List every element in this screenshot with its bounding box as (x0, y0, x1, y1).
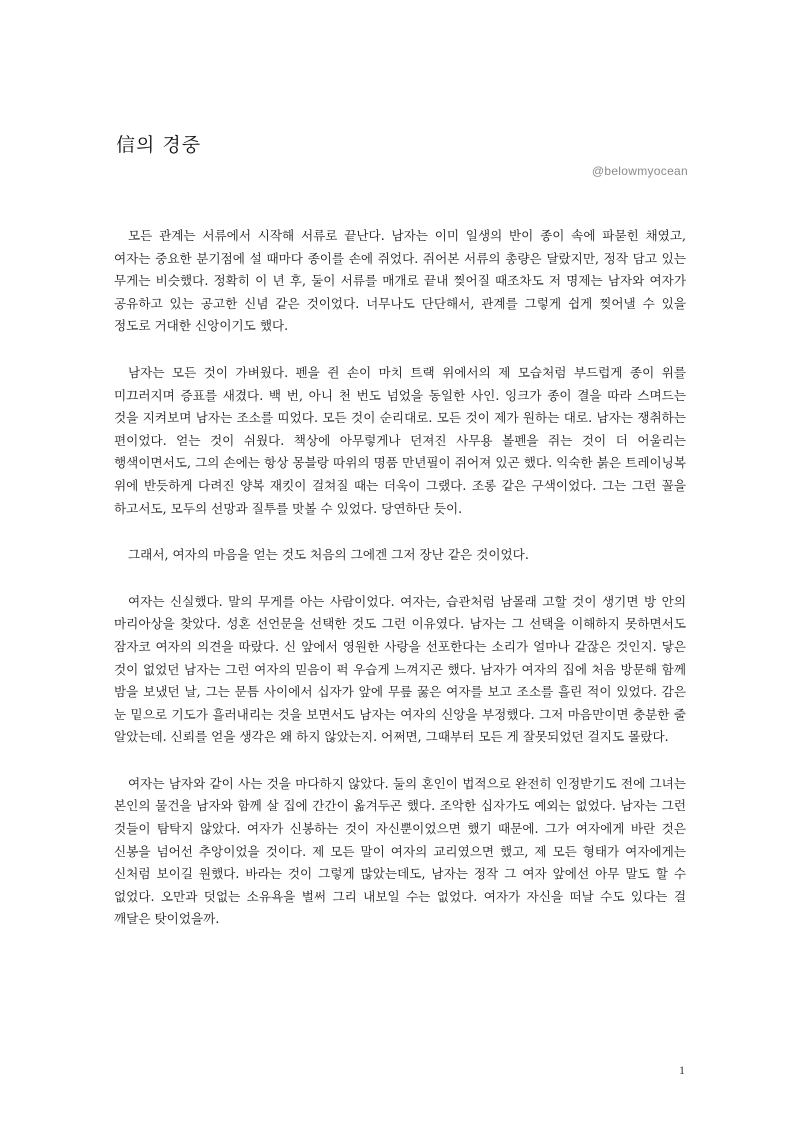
paragraph: 여자는 남자와 같이 사는 것을 마다하지 않았다. 둘의 혼인이 법적으로 완전히 인정받기도 전에 그녀는 본인의 물건을 남자와 함께 살 집에 간간이 옮겨두곤 했다. 조악한 십자가도 예외는 없었다. 남자는 그런 것들이 탐탁지 않았다. 여자가 신봉하는 것이 자신뿐이었으면 했기 때문에. 그가 여자에게 바란 것은 신봉을 넘어선 추앙이었을 것이다. 제 모든 말이 여자의 교리였으면 했고, 제 모든 형태가 여자에게는 신처럼 보이길 원했다. 바라는 것이 그렇게 많았는데도, 남자는 정작 그 여자 앞에선 아무 말도 할 수 없었다. 오만과 덧없는 소유욕을 벌써 그리 내보일 수는 없었다. 여자가 자신을 떠날 수도 있다는 걸 깨달은 탓이었을까. (114, 775, 686, 927)
author-handle: @belowmyocean (591, 164, 688, 178)
paragraph: 여자는 신실했다. 말의 무게를 아는 사람이었다. 여자는, 습관처럼 남몰래 고할 것이 생기면 방 안의 마리아상을 찾았다. 성혼 선언문을 선택한 것도 그런 이유였다. 남자는 그 선택을 이해하지 못하면서도 잠자코 여자의 의견을 따랐다. 신 앞에서 영원한 사랑을 선포한다는 소리가 얼마나 같잖은 것인지. 닿은 것이 없었던 남자는 그런 여자의 믿음이 퍽 우습게 느껴지곤 했다. 남자가 여자의 집에 처음 방문해 함께 밤을 보냈던 날, 그는 문틈 사이에서 십자가 앞에 무릎 꿇은 여자를 보고 조소를 흘린 적이 있었다. 감은 눈 밑으로 기도가 흘러내리는 것을 보면서도 남자는 여자의 신앙을 부정했다. 그저 마음만이면 충분한 줄 알았는데. 신뢰를 얻을 생각은 왜 하지 않았는지. 어쩌면, 그때부터 모든 게 잘못되었던 걸지도 몰랐다. (114, 593, 686, 745)
paragraph: 그래서, 여자의 마음을 얻는 것도 처음의 그에겐 그저 장난 같은 것이었다. (128, 547, 529, 563)
paragraph: 남자는 모든 것이 가벼웠다. 펜을 쥔 손이 마치 트랙 위에서의 제 모습처럼 부드럽게 종이 위를 미끄러지며 증표를 새겼다. 백 번, 아니 천 번도 넘었을 동일한 사인. 잉크가 종이 결을 따라 스며드는 것을 지켜보며 남자는 조소를 띠었다. 모든 것이 순리대로. 모든 것이 제가 원하는 대로. 남자는 쟁취하는 편이었다. 얻는 것이 쉬웠다. 책상에 아무렇게나 던져진 사무용 볼펜을 쥐는 것이 더 어울리는 행색이면서도, 그의 손에는 항상 몽블랑 따위의 명품 만년필이 쥐어져 있곤 했다. 익숙한 붉은 트레이닝복 위에 반듯하게 다려진 양복 재킷이 걸쳐질 때는 더욱이 그랬다. 조롱 같은 구색이었다. 그는 그런 꼴을 하고서도, 모두의 선망과 질투를 맛볼 수 있었다. 당연하단 듯이. (114, 364, 686, 516)
document-title: 信의 경중 (116, 134, 202, 156)
document-body (114, 225, 686, 955)
paragraph: 모든 관계는 서류에서 시작해 서류로 끝난다. 남자는 이미 일생의 반이 종이 속에 파묻힌 채였고, 여자는 중요한 분기점에 설 때마다 종이를 손에 쥐었다. 쥐어본 서류의 총량은 달랐지만, 정작 담고 있는 무게는 비슷했다. 정확히 이 년 후, 둘이 서류를 매개로 끝내 찢어질 때조차도 저 명제는 남자와 여자가 공유하고 있는 공고한 신념 같은 것이었다. 너무나도 단단해서, 관계를 그렇게 쉽게 찢어낼 수 있을 정도로 거대한 신앙이기도 했다. (114, 228, 686, 334)
page-number: 1 (679, 1063, 685, 1077)
